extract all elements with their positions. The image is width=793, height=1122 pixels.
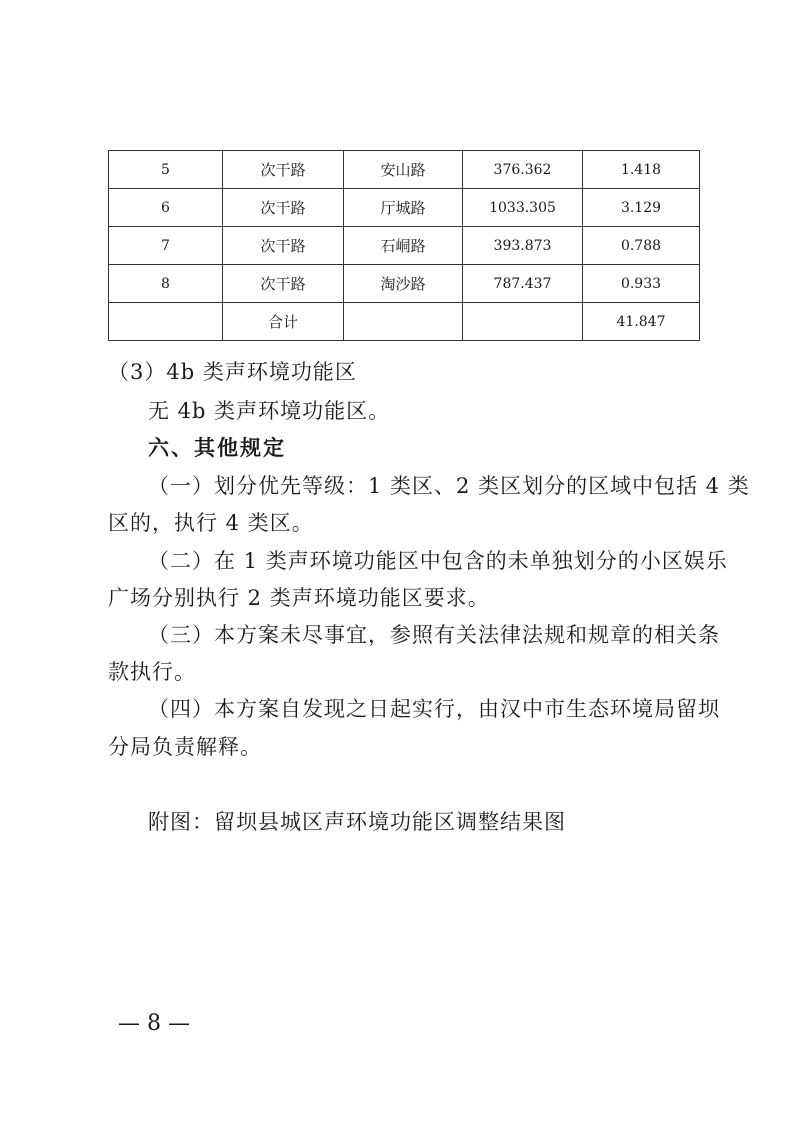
total-number	[109, 303, 223, 341]
total-length	[463, 303, 583, 341]
road-table	[108, 150, 700, 341]
table-row	[109, 151, 700, 189]
road-area: 0.933	[583, 265, 700, 303]
item-3-line-2: 款执行。	[108, 660, 196, 684]
item-3-line-1: （三）本方案未尽事宜，参照有关法律法规和规章的相关条	[148, 623, 720, 647]
total-label: 合计	[223, 303, 344, 341]
road-type: 次干路	[223, 227, 344, 265]
table-total-row	[109, 303, 700, 341]
road-length: 787.437	[463, 265, 583, 303]
section-title: 六、其他规定	[148, 436, 286, 460]
road-name: 厅城路	[344, 189, 463, 227]
road-area: 1.418	[583, 151, 700, 189]
road-length: 376.362	[463, 151, 583, 189]
total-name	[344, 303, 463, 341]
table-row	[109, 265, 700, 303]
subsection-4b-title: （3）4b 类声环境功能区	[108, 360, 357, 384]
item-2-line-1: （二）在 1 类声环境功能区中包含的未单独划分的小区娱乐	[148, 549, 728, 573]
subsection-4b-body: 无 4b 类声环境功能区。	[148, 399, 391, 423]
road-name: 安山路	[344, 151, 463, 189]
row-number: 6	[109, 189, 223, 227]
item-1-line-1: （一）划分优先等级：1 类区、2 类区划分的区域中包括 4 类	[148, 474, 750, 498]
road-length: 393.873	[463, 227, 583, 265]
road-name: 石峒路	[344, 227, 463, 265]
road-length: 1033.305	[463, 189, 583, 227]
road-name: 淘沙路	[344, 265, 463, 303]
item-1-line-2: 区的，执行 4 类区。	[108, 511, 314, 535]
road-type: 次干路	[223, 265, 344, 303]
table-row	[109, 189, 700, 227]
road-area: 3.129	[583, 189, 700, 227]
row-number: 5	[109, 151, 223, 189]
item-4-line-2: 分局负责解释。	[108, 735, 262, 759]
item-2-line-2: 广场分别执行 2 类声环境功能区要求。	[108, 586, 490, 610]
road-type: 次干路	[223, 189, 344, 227]
road-type: 次干路	[223, 151, 344, 189]
row-number: 7	[109, 227, 223, 265]
page-number: — 8 —	[118, 1011, 190, 1036]
road-area: 0.788	[583, 227, 700, 265]
attachment-note: 附图：留坝县城区声环境功能区调整结果图	[148, 810, 566, 834]
total-area: 41.847	[583, 303, 700, 341]
table-row	[109, 227, 700, 265]
row-number: 8	[109, 265, 223, 303]
item-4-line-1: （四）本方案自发现之日起实行，由汉中市生态环境局留坝	[148, 697, 720, 721]
